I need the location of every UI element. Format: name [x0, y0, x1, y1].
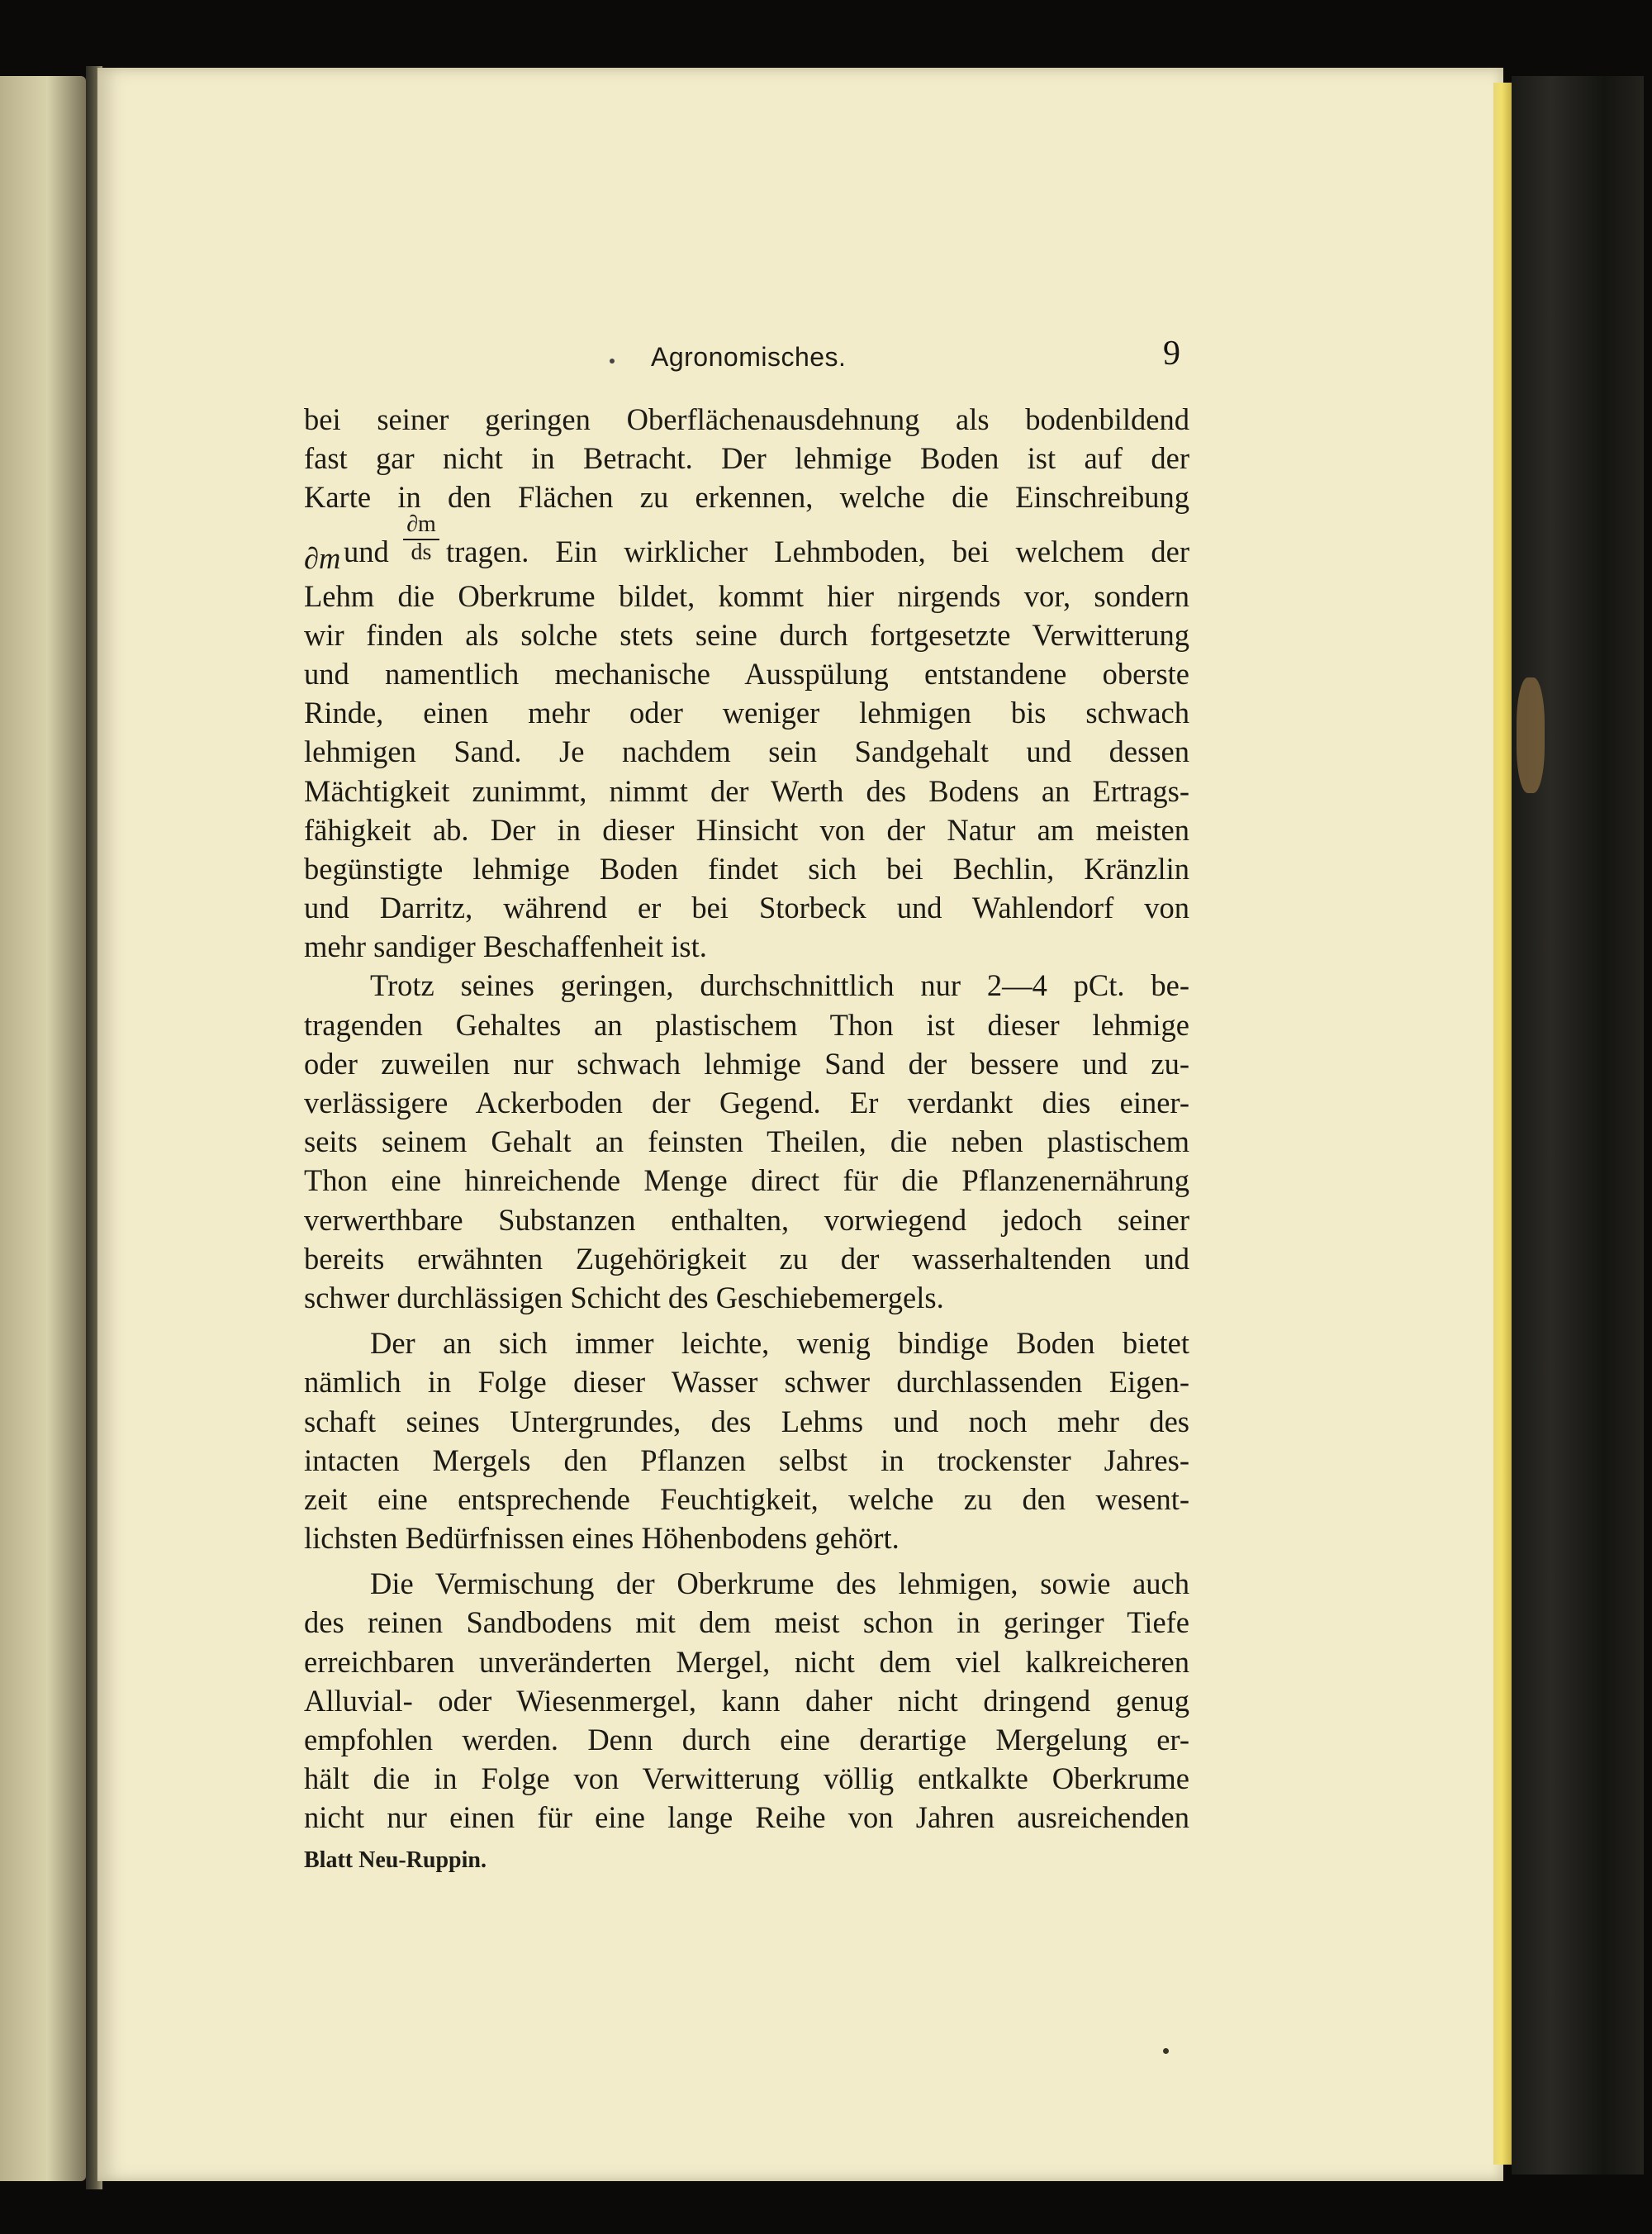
gilded-page-edge	[1493, 83, 1512, 2165]
text-line: lichsten Bedürfnissen eines Höhenbodens gehört.	[304, 1521, 900, 1556]
text-line: Mächtigkeit zunimmt, nimmt der Werth des Bodens an Ertrags-	[304, 773, 1189, 808]
text-line: nicht nur einen für eine lange Reihe von Jahren ausreichenden	[304, 1800, 1189, 1835]
cover-wear-mark	[1517, 677, 1545, 793]
fraction-denominator: ds	[411, 539, 432, 565]
text-line: begünstigte lehmige Boden findet sich bei Bechlin, Kränzlin	[304, 851, 1189, 886]
page-number: 9	[1163, 335, 1180, 373]
paragraph-4	[304, 1564, 1189, 1837]
text-line: wir finden als solche stets seine durch fortgesetzte Verwitterung	[304, 617, 1189, 652]
text-line: mehr sandiger Beschaffenheit ist.	[304, 929, 707, 964]
paragraph-gap	[304, 1557, 1189, 1564]
text-line: tragenden Gehaltes an plastischem Thon ist dieser lehmige	[304, 1007, 1189, 1042]
text-line: seits seinem Gehalt an feinsten Theilen, die neben plastischem	[304, 1124, 1189, 1159]
formula-conjunction: und	[344, 534, 389, 568]
text-line: erreichbaren unveränderten Mergel, nicht dem viel kalkreicheren	[304, 1644, 1189, 1679]
text-line: verwerthbare Substanzen enthalten, vorwiegend jedoch seiner	[304, 1202, 1189, 1237]
fraction-numerator: ∂m	[403, 512, 439, 540]
left-page-edge	[0, 76, 86, 2181]
text-line: und namentlich mechanische Ausspülung entstandene oberste	[304, 656, 1189, 691]
text-line: Der an sich immer leichte, wenig bindige Boden bietet	[370, 1326, 1189, 1361]
paragraph-3	[304, 1324, 1189, 1557]
paragraph-1	[304, 400, 1189, 966]
text-line: fähigkeit ab. Der in dieser Hinsicht von der Natur am meisten	[304, 812, 1189, 847]
text-line: Rinde, einen mehr oder weniger lehmigen bis schwach	[304, 696, 1189, 730]
text-line: Karte in den Flächen zu erkennen, welche die Einschreibung	[304, 480, 1189, 515]
text-line: hält die in Folge von Verwitterung völlig entkalkte Oberkrume	[304, 1761, 1189, 1796]
paragraph-gap	[304, 1317, 1189, 1324]
text-line: lehmigen Sand. Je nachdem sein Sandgehalt und dessen	[304, 734, 1189, 769]
book-cover	[1512, 76, 1644, 2175]
footer-signature: Blatt Neu-Ruppin.	[304, 1847, 487, 1873]
paper-spot	[1163, 2048, 1169, 2054]
text-line: empfohlen werden. Denn durch eine derartige Mergelung er-	[304, 1723, 1189, 1756]
body-text	[304, 400, 1189, 1837]
text-line: Thon eine hinreichende Menge direct für die Pflanzenernährung	[304, 1163, 1189, 1198]
text-line: Trotz seines geringen, durchschnittlich nur 2—4 pCt. be-	[370, 968, 1189, 1003]
text-line: bereits erwähnten Zugehörigkeit zu der wasserhaltenden und	[304, 1241, 1189, 1276]
formula-symbol: ∂m	[304, 540, 341, 575]
page-header	[304, 334, 1189, 383]
formula-line	[304, 511, 1189, 577]
text-line: fast gar nicht in Betracht. Der lehmige Boden ist auf der	[304, 441, 1189, 476]
text-line: Alluvial- oder Wiesenmergel, kann daher nicht dringend genug	[304, 1683, 1189, 1718]
text-line: und Darritz, während er bei Storbeck und Wahlendorf von	[304, 891, 1189, 925]
text-line: verlässigere Ackerboden der Gegend. Er verdankt dies einer-	[304, 1086, 1189, 1119]
text-line: bei seiner geringen Oberflächenausdehnung als bodenbildend	[304, 402, 1189, 436]
header-dot	[610, 359, 615, 364]
text-line: Die Vermischung der Oberkrume des lehmigen, sowie auch	[370, 1566, 1189, 1601]
text-line: des reinen Sandbodens mit dem meist schon in geringer Tiefe	[304, 1605, 1189, 1640]
formula-fraction	[403, 512, 439, 565]
text-line: nämlich in Folge dieser Wasser schwer durchlassenden Eigen-	[304, 1365, 1189, 1400]
text-line: oder zuweilen nur schwach lehmige Sand der bessere und zu-	[304, 1046, 1189, 1081]
text-line: intacten Mergels den Pflanzen selbst in trockenster Jahres-	[304, 1443, 1189, 1477]
text-line: zeit eine entsprechende Feuchtigkeit, welche zu den wesent-	[304, 1481, 1189, 1516]
text-line: schaft seines Untergrundes, des Lehms und noch mehr des	[304, 1404, 1189, 1438]
text-line: tragen. Ein wirklicher Lehmboden, bei welchem der	[446, 534, 1189, 568]
paragraph-2	[304, 966, 1189, 1317]
text-line: schwer durchlässigen Schicht des Geschiebemergels.	[304, 1280, 944, 1314]
text-line: Lehm die Oberkrume bildet, kommt hier nirgends vor, sondern	[304, 578, 1189, 613]
running-head: Agronomisches.	[651, 342, 847, 372]
